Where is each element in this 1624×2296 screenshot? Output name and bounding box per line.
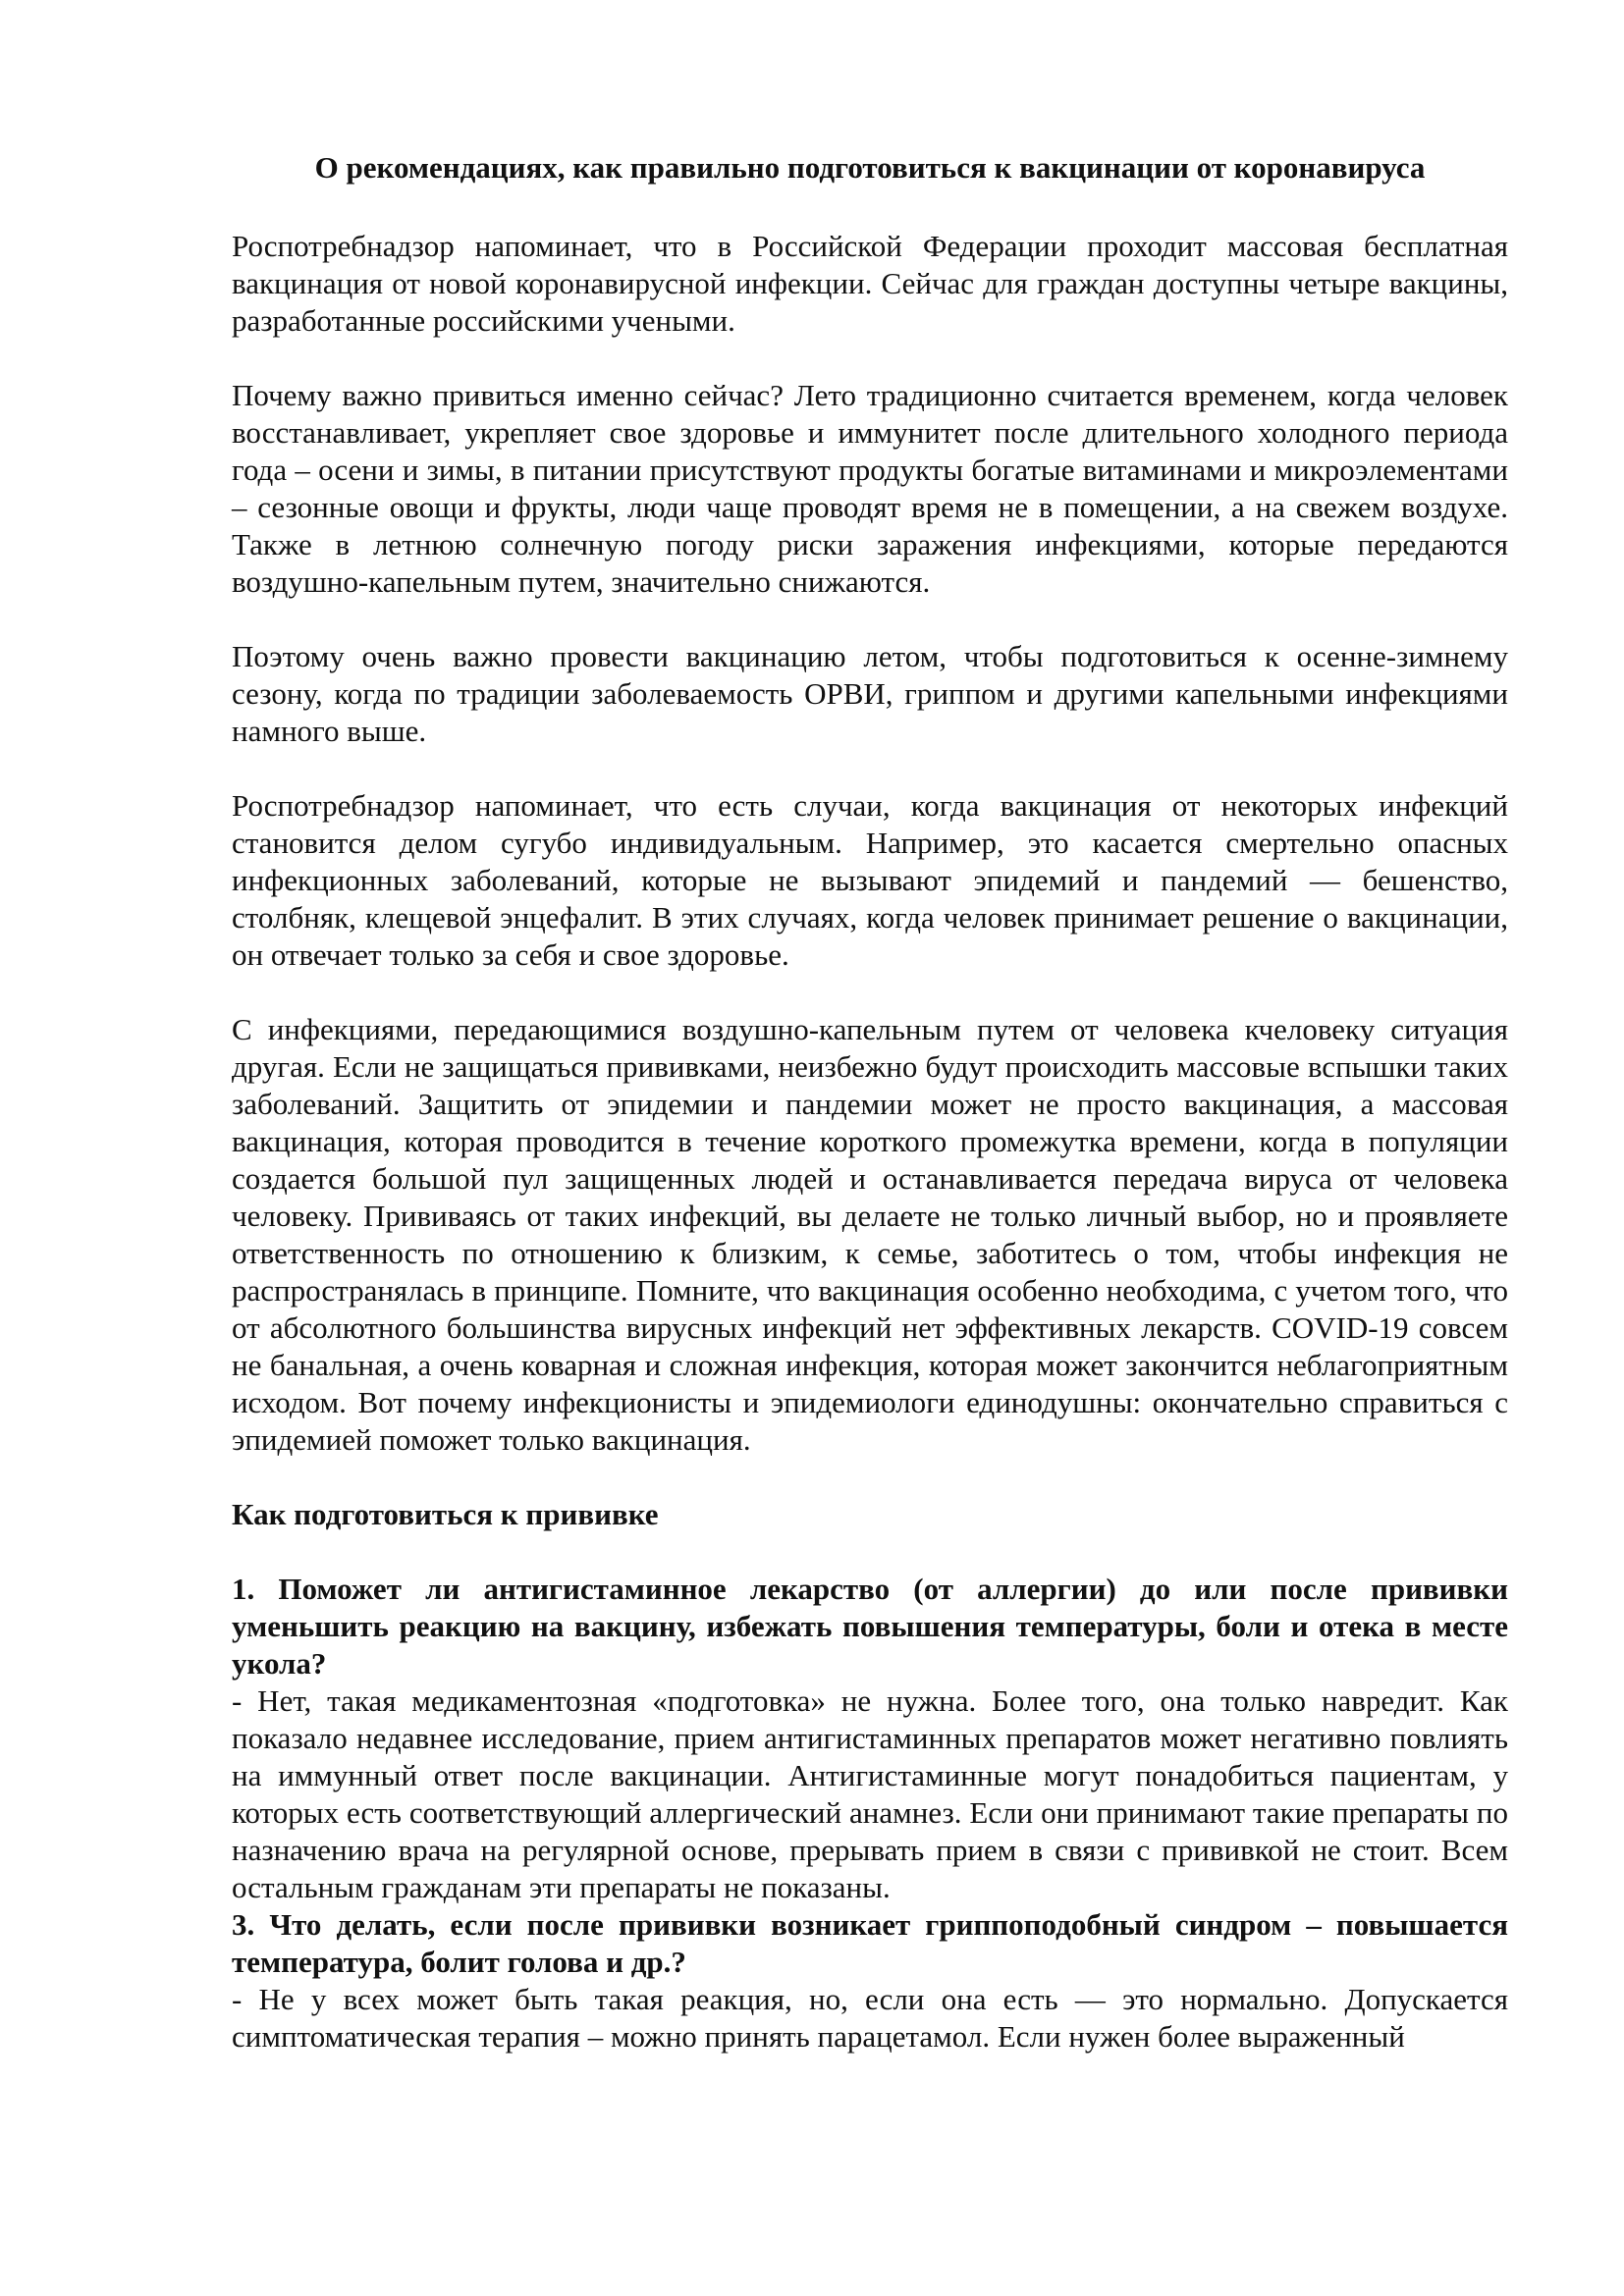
document-content xyxy=(232,149,1508,2056)
paragraph-summer-vaccination: Поэтому очень важно провести вакцинацию летом, чтобы подготовиться к осенне-зимнему сезону, когда по традиции заболеваемость ОРВИ, гриппом и другими капельными инфекциями намного выше. xyxy=(232,639,1508,748)
qa-question: 1. Поможет ли антигистаминное лекарство (от аллергии) до или после прививки уменьшить реакцию на вакцину, избежать повышения температуры, боли и отека в месте укола? xyxy=(232,1572,1508,1681)
qa-answer: - Нет, такая медикаментозная «подготовка» не нужна. Более того, она только навредит. Как показало недавнее исследование, прием антигистаминных препаратов может негативно повлиять на иммунный ответ после вакцинации. Антигистаминные могут понадобиться пациентам, у которых есть соответствующий аллергический анамнез. Если они принимают такие препараты по назначению врача на регулярной основе, прерывать прием в связи с прививкой не стоит. Всем остальным гражданам эти препараты не показаны. xyxy=(232,1683,1508,1904)
qa-answer: - Не у всех может быть такая реакция, но, если она есть — это нормально. Допускается симптоматическая терапия – можно принять парацетамол. Если нужен более выраженный xyxy=(232,1982,1508,2054)
qa-item xyxy=(232,1571,1508,1906)
document-title: О рекомендациях, как правильно подготовиться к вакцинации от коронавируса xyxy=(314,150,1426,185)
paragraph-individual-cases: Роспотребнадзор напоминает, что есть случаи, когда вакцинация от некоторых инфекций становится делом сугубо индивидуальным. Например, это касается смертельно опасных инфекционных заболеваний, которые не вызывают эпидемий и пандемий — бешенство, столбняк, клещевой энцефалит. В этих случаях, когда человек принимает решение о вакцинации, он отвечает только за себя и свое здоровье. xyxy=(232,788,1508,972)
paragraph-why-now: Почему важно привиться именно сейчас? Лето традиционно считается временем, когда человек восстанавливает, укрепляет свое здоровье и иммунитет после длительного холодного периода года – осени и зимы, в питании присутствуют продукты богатые витаминами и микроэлементами – сезонные овощи и фрукты, люди чаще проводят время не в помещении, а на свежем воздухе. Также в летнюю солнечную погоду риски заражения инфекциями, которые передаются воздушно-капельным путем, значительно снижаются. xyxy=(232,378,1508,599)
qa-item xyxy=(232,1906,1508,2056)
paragraph-intro: Роспотребнадзор напоминает, что в Российской Федерации проходит массовая бесплатная вакцинация от новой коронавирусной инфекции. Сейчас для граждан доступны четыре вакцины, разработанные российскими учеными. xyxy=(232,229,1508,338)
qa-question: 3. Что делать, если после прививки возникает гриппоподобный синдром – повышается температура, болит голова и др.? xyxy=(232,1907,1508,1979)
section-heading: Как подготовиться к прививке xyxy=(232,1497,659,1531)
paragraph-airborne-infections: С инфекциями, передающимися воздушно-капельным путем от человека кчеловеку ситуация другая. Если не защищаться прививками, неизбежно будут происходить массовые вспышки таких заболеваний. Защитить от эпидемии и пандемии может не просто вакцинация, а массовая вакцинация, которая проводится в течение короткого промежутка времени, когда в популяции создается большой пул защищенных людей и останавливается передача вируса от человека человеку. Прививаясь от таких инфекций, вы делаете не только личный выбор, но и проявляете ответственность по отношению к близким, к семье, заботитесь о том, чтобы инфекция не распространялась в принципе. Помните, что вакцинация особенно необходима, с учетом того, что от абсолютного большинства вирусных инфекций нет эффективных лекарств. COVID-19 совсем не банальная, а очень коварная и сложная инфекция, которая может закончится неблагоприятным исходом. Вот почему инфекционисты и эпидемиологи единодушны: окончательно справиться с эпидемией поможет только вакцинация. xyxy=(232,1012,1508,1457)
